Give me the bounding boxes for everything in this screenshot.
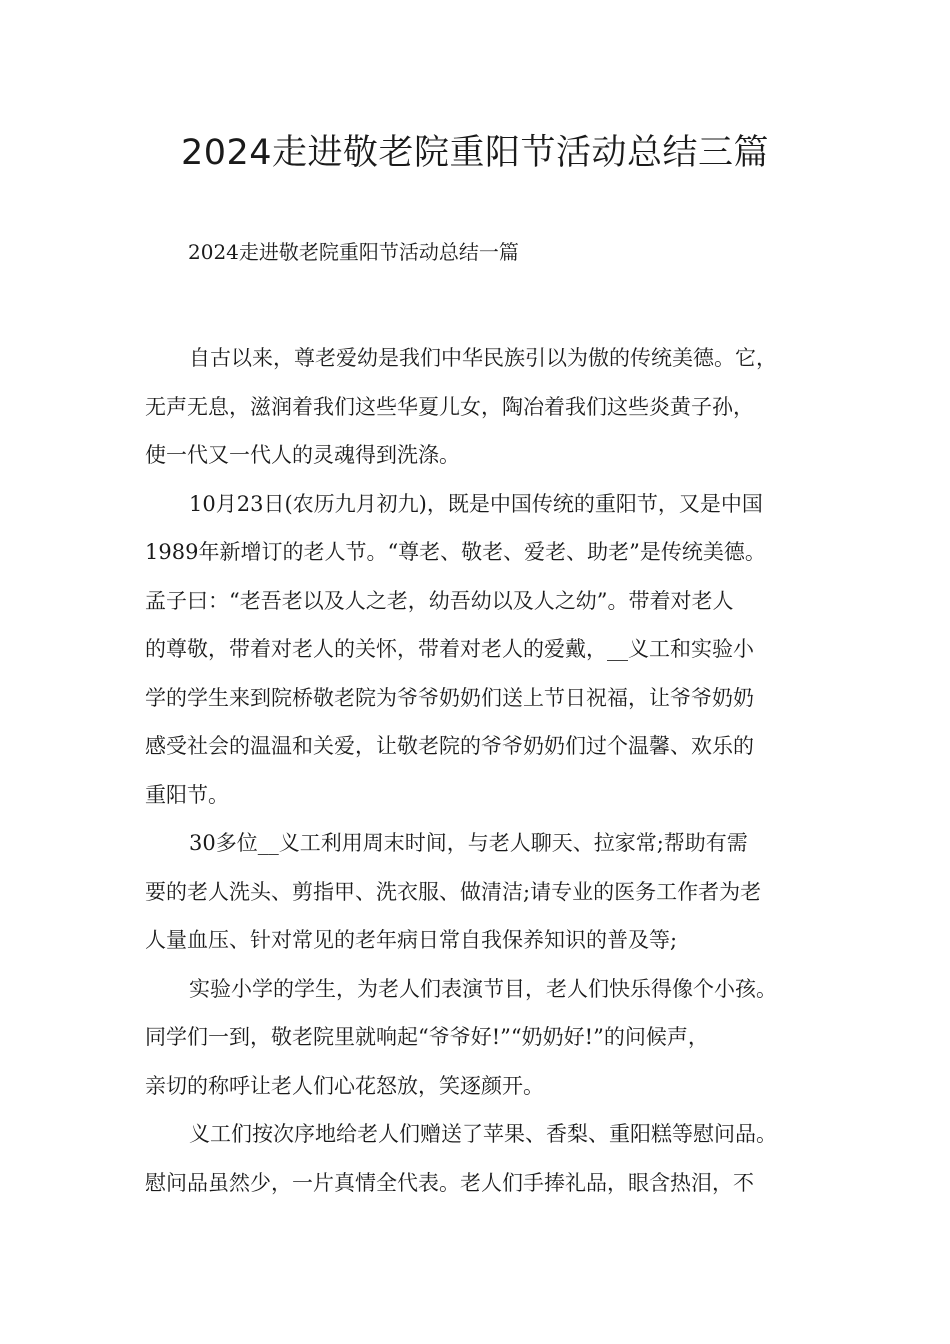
paragraph-line: 亲切的称呼让老人们心花怒放，笑逐颜开。 — [145, 1073, 544, 1098]
paragraph-line: 孟子曰：“老吾老以及人之老，幼吾幼以及人之幼”。带着对老人 — [145, 588, 734, 613]
paragraph-line: 义工们按次序地给老人们赠送了苹果、香梨、重阳糕等慰问品。 — [189, 1122, 777, 1146]
paragraph-line: 实验小学的学生，为老人们表演节目，老人们快乐得像个小孩。 — [189, 976, 777, 1001]
paragraph — [145, 334, 815, 480]
document-body — [145, 334, 815, 1207]
paragraph-line: 30多位__义工利用周末时间，与老人聊天、拉家常;帮助有需 — [189, 831, 748, 855]
section-subtitle: 2024走进敬老院重阳节活动总结一篇 — [188, 240, 519, 264]
paragraph-line: 的尊敬，带着对老人的关怀，带着对老人的爱戴，__义工和实验小 — [145, 637, 754, 661]
paragraph-line: 10月23日(农历九月初九)，既是中国传统的重阳节，又是中国 — [189, 491, 763, 516]
paragraph-line: 人量血压、针对常见的老年病日常自我保养知识的普及等; — [145, 928, 678, 952]
paragraph — [145, 965, 815, 1111]
paragraph — [145, 480, 815, 820]
paragraph-line: 慰问品虽然少，一片真情全代表。老人们手捧礼品，眼含热泪，不 — [145, 1170, 754, 1195]
document-title: 2024走进敬老院重阳节活动总结三篇 — [180, 133, 770, 173]
paragraph-line: 同学们一到，敬老院里就响起“爷爷好!”“奶奶好!”的问候声， — [145, 1025, 709, 1049]
paragraph-line: 无声无息，滋润着我们这些华夏儿女，陶冶着我们这些炎黄子孙， — [145, 394, 754, 419]
paragraph — [145, 819, 815, 965]
paragraph-line: 学的学生来到院桥敬老院为爷爷奶奶们送上节日祝福，让爷爷奶奶 — [145, 685, 754, 710]
paragraph — [145, 1110, 815, 1207]
paragraph-line: 1989年新增订的老人节。“尊老、敬老、爱老、助老”是传统美德。 — [145, 540, 766, 564]
paragraph-line: 要的老人洗头、剪指甲、洗衣服、做清洁;请专业的医务工作者为老 — [145, 879, 762, 904]
paragraph-line: 重阳节。 — [145, 782, 229, 807]
paragraph-line: 感受社会的温温和关爱，让敬老院的爷爷奶奶们过个温馨、欢乐的 — [145, 734, 754, 758]
paragraph-line: 自古以来，尊老爱幼是我们中华民族引以为傲的传统美德。它， — [189, 346, 777, 370]
paragraph-line: 使一代又一代人的灵魂得到洗涤。 — [145, 443, 460, 467]
